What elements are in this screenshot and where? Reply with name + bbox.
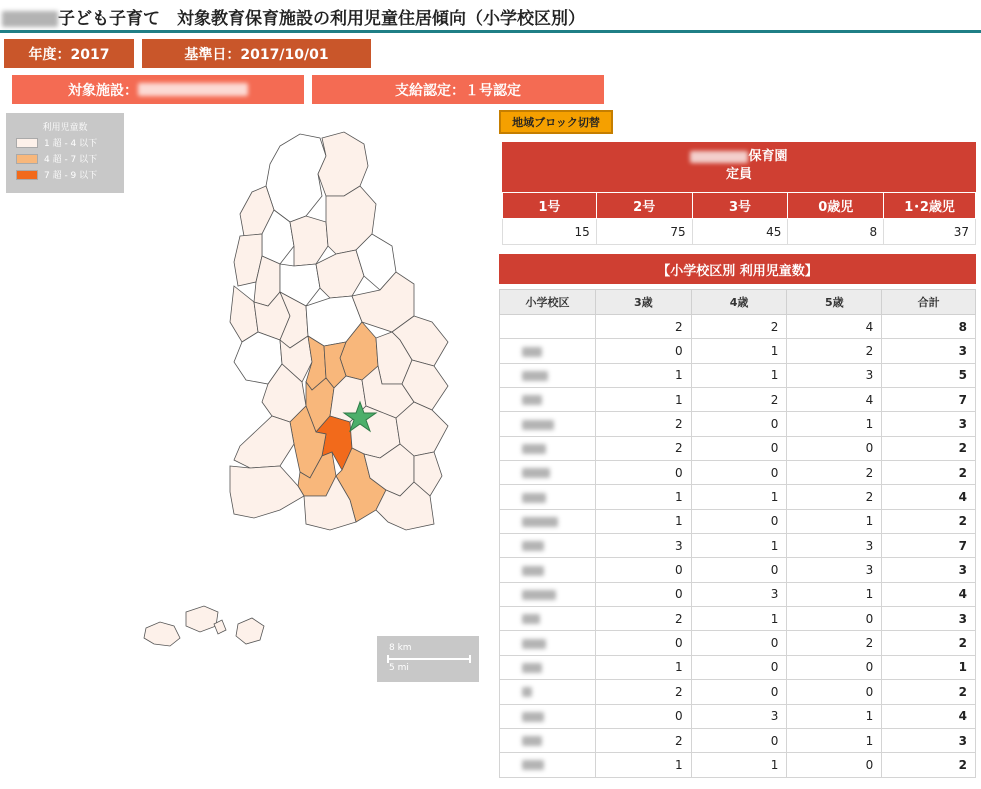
capacity-col-header: 1号 — [503, 193, 597, 219]
age5-cell: 4 — [787, 315, 882, 339]
age4-cell: 2 — [691, 388, 787, 412]
total-cell: 5 — [882, 363, 976, 387]
legend-swatch — [16, 170, 38, 180]
capacity-col-header: 0歳児 — [788, 193, 884, 219]
island-area[interactable] — [236, 618, 264, 644]
page-title-text: 子ども子育て 対象教育保育施設の利用児童住居傾向（小学校区別） — [58, 9, 585, 29]
school-name-cell — [500, 363, 596, 387]
capacity-col-header: 2号 — [596, 193, 692, 219]
table-row[interactable] — [500, 436, 976, 460]
table-row[interactable] — [500, 728, 976, 752]
total-cell: 4 — [882, 704, 976, 728]
total-cell: 2 — [882, 753, 976, 777]
age3-cell: 0 — [595, 339, 691, 363]
age3-cell: 2 — [595, 436, 691, 460]
age4-cell: 2 — [691, 315, 787, 339]
table-row[interactable] — [500, 582, 976, 606]
district-area[interactable] — [290, 216, 328, 266]
table-row[interactable] — [500, 631, 976, 655]
region-block-toggle-label: 地域ブロック切替 — [512, 116, 600, 129]
age3-cell: 1 — [595, 655, 691, 679]
age5-cell: 2 — [787, 485, 882, 509]
district-area[interactable] — [234, 416, 294, 468]
school-table-title — [499, 254, 976, 284]
age3-cell: 1 — [595, 753, 691, 777]
scale-bar — [387, 658, 471, 660]
redacted-facility-name — [138, 83, 248, 96]
total-cell: 1 — [882, 655, 976, 679]
school-name-cell — [500, 412, 596, 436]
age5-cell: 0 — [787, 655, 882, 679]
base-date-label: 基準日：2017/10/01 — [184, 46, 329, 63]
table-row[interactable] — [500, 388, 976, 412]
redacted-school-name — [522, 395, 542, 405]
age4-cell: 3 — [691, 704, 787, 728]
school-header-row — [500, 290, 976, 315]
age5-cell: 3 — [787, 558, 882, 582]
age3-cell: 2 — [595, 607, 691, 631]
capacity-header-row — [503, 193, 976, 219]
total-cell: 7 — [882, 388, 976, 412]
total-cell: 2 — [882, 631, 976, 655]
age5-cell: 1 — [787, 582, 882, 606]
age4-cell: 0 — [691, 436, 787, 460]
district-area[interactable] — [230, 286, 258, 342]
table-row[interactable] — [500, 461, 976, 485]
island-area[interactable] — [144, 622, 180, 646]
redacted-school-name — [522, 444, 546, 454]
school-name-cell — [500, 680, 596, 704]
age4-cell: 0 — [691, 655, 787, 679]
school-name-cell — [500, 655, 596, 679]
redacted-school-name — [522, 493, 546, 503]
base-date-chip[interactable] — [142, 39, 371, 68]
table-row[interactable] — [500, 509, 976, 533]
age4-cell: 1 — [691, 753, 787, 777]
school-name-cell — [500, 534, 596, 558]
age4-cell: 1 — [691, 607, 787, 631]
school-col-header[interactable]: 合計 — [882, 290, 976, 315]
table-row[interactable] — [500, 680, 976, 704]
age3-cell: 3 — [595, 534, 691, 558]
capacity-value: 37 — [884, 219, 976, 245]
redacted-school-name — [522, 541, 544, 551]
capacity-col-header: 1･2歳児 — [884, 193, 976, 219]
capacity-value-row — [503, 219, 976, 245]
total-cell: 7 — [882, 534, 976, 558]
title-rule — [0, 30, 981, 33]
total-cell: 8 — [882, 315, 976, 339]
total-cell: 2 — [882, 509, 976, 533]
district-area[interactable] — [230, 466, 304, 518]
table-row[interactable] — [500, 655, 976, 679]
age3-cell: 0 — [595, 704, 691, 728]
redacted-facility-name — [690, 151, 748, 163]
capacity-col-header: 3号 — [692, 193, 788, 219]
table-row[interactable] — [500, 315, 976, 339]
age4-cell: 0 — [691, 461, 787, 485]
age3-cell: 0 — [595, 558, 691, 582]
redacted-school-name — [522, 663, 542, 673]
redacted-school-name — [522, 468, 550, 478]
age5-cell: 1 — [787, 704, 882, 728]
age3-cell: 2 — [595, 728, 691, 752]
redacted-school-name — [522, 517, 558, 527]
total-cell: 2 — [882, 680, 976, 704]
age5-cell: 1 — [787, 509, 882, 533]
capacity-header — [502, 142, 976, 192]
total-cell: 3 — [882, 558, 976, 582]
capacity-value: 15 — [503, 219, 597, 245]
age4-cell: 1 — [691, 485, 787, 509]
district-area[interactable] — [316, 250, 364, 298]
total-cell: 3 — [882, 728, 976, 752]
total-cell: 2 — [882, 461, 976, 485]
school-col-header[interactable]: 4歳 — [691, 290, 787, 315]
age5-cell: 4 — [787, 388, 882, 412]
certification-label: 支給認定：１号認定 — [395, 82, 521, 99]
total-cell: 3 — [882, 607, 976, 631]
facility-chip[interactable] — [12, 75, 304, 104]
map-scale — [377, 636, 479, 682]
redacted-city-name — [2, 11, 58, 27]
age5-cell: 0 — [787, 436, 882, 460]
redacted-school-name — [522, 639, 546, 649]
age4-cell: 1 — [691, 363, 787, 387]
age5-cell: 0 — [787, 753, 882, 777]
age3-cell: 1 — [595, 485, 691, 509]
facility-suffix: 保育園 — [748, 149, 788, 164]
age4-cell: 0 — [691, 631, 787, 655]
district-area[interactable] — [266, 134, 326, 222]
legend-item — [16, 152, 124, 165]
school-col-header[interactable]: 3歳 — [595, 290, 691, 315]
school-table — [499, 289, 976, 778]
age4-cell: 0 — [691, 509, 787, 533]
school-name-cell — [500, 509, 596, 533]
age3-cell: 2 — [595, 412, 691, 436]
redacted-school-name — [522, 614, 540, 624]
age3-cell: 0 — [595, 582, 691, 606]
redacted-school-name — [522, 712, 544, 722]
age3-cell: 2 — [595, 680, 691, 704]
age5-cell: 0 — [787, 607, 882, 631]
school-name-cell — [500, 558, 596, 582]
school-name-cell — [500, 485, 596, 509]
age5-cell: 1 — [787, 728, 882, 752]
school-table-title-text: 【小学校区別 利用児童数】 — [657, 263, 818, 279]
total-cell: 4 — [882, 582, 976, 606]
total-cell: 4 — [882, 485, 976, 509]
redacted-school-name — [522, 590, 556, 600]
redacted-school-name — [522, 687, 532, 697]
school-name-cell — [500, 631, 596, 655]
age3-cell: 1 — [595, 363, 691, 387]
table-row[interactable] — [500, 558, 976, 582]
age5-cell: 1 — [787, 412, 882, 436]
age4-cell: 0 — [691, 412, 787, 436]
certification-chip[interactable] — [312, 75, 604, 104]
school-name-cell — [500, 388, 596, 412]
total-cell: 3 — [882, 412, 976, 436]
age5-cell: 2 — [787, 631, 882, 655]
school-rows — [500, 315, 976, 778]
region-block-toggle-button[interactable] — [499, 110, 613, 134]
age5-cell: 0 — [787, 680, 882, 704]
year-chip[interactable] — [4, 39, 134, 68]
redacted-school-name — [522, 420, 554, 430]
page-title — [2, 4, 585, 29]
title-bar — [0, 0, 981, 32]
table-row[interactable] — [500, 412, 976, 436]
table-row[interactable] — [500, 534, 976, 558]
school-name-cell — [500, 436, 596, 460]
redacted-school-name — [522, 736, 542, 746]
school-name-cell — [500, 582, 596, 606]
redacted-school-name — [522, 566, 544, 576]
capacity-value: 75 — [596, 219, 692, 245]
redacted-school-name — [522, 347, 542, 357]
table-row[interactable] — [500, 704, 976, 728]
school-name-cell — [500, 728, 596, 752]
redacted-school-name — [522, 371, 548, 381]
age5-cell: 2 — [787, 339, 882, 363]
table-row[interactable] — [500, 363, 976, 387]
facility-chip-label: 対象施設： — [68, 82, 138, 99]
capacity-value: 8 — [788, 219, 884, 245]
age3-cell: 2 — [595, 315, 691, 339]
age5-cell: 3 — [787, 363, 882, 387]
table-row[interactable] — [500, 485, 976, 509]
age5-cell: 2 — [787, 461, 882, 485]
redacted-school-name — [522, 760, 544, 770]
school-col-header[interactable]: 小学校区 — [500, 290, 596, 315]
school-col-header[interactable]: 5歳 — [787, 290, 882, 315]
school-name-cell — [500, 753, 596, 777]
age4-cell: 1 — [691, 339, 787, 363]
age3-cell: 1 — [595, 388, 691, 412]
scale-km-label: 8 km — [389, 643, 412, 653]
school-name-cell — [500, 607, 596, 631]
school-district-map[interactable] — [130, 126, 490, 666]
legend-swatch — [16, 138, 38, 148]
total-cell: 3 — [882, 339, 976, 363]
age3-cell: 0 — [595, 461, 691, 485]
age4-cell: 0 — [691, 558, 787, 582]
age4-cell: 0 — [691, 728, 787, 752]
age3-cell: 1 — [595, 509, 691, 533]
table-row[interactable] — [500, 339, 976, 363]
legend-item-label: 1 超 - 4 以下 — [44, 139, 98, 149]
school-name-cell — [500, 704, 596, 728]
legend-item — [16, 136, 124, 149]
school-name-cell — [500, 461, 596, 485]
table-row[interactable] — [500, 753, 976, 777]
legend-item-label: 4 超 - 7 以下 — [44, 155, 98, 165]
map-legend — [6, 113, 124, 193]
legend-swatch — [16, 154, 38, 164]
legend-item — [16, 168, 124, 181]
facility-name — [502, 148, 976, 166]
legend-item-label: 7 超 - 9 以下 — [44, 171, 98, 181]
total-cell: 2 — [882, 436, 976, 460]
legend-title: 利用児童数 — [42, 123, 88, 133]
school-name-cell — [500, 339, 596, 363]
age4-cell: 1 — [691, 534, 787, 558]
age4-cell: 0 — [691, 680, 787, 704]
age3-cell: 0 — [595, 631, 691, 655]
school-name-cell — [500, 315, 596, 339]
scale-mi-label: 5 mi — [389, 663, 409, 673]
capacity-table — [502, 192, 976, 245]
age4-cell: 3 — [691, 582, 787, 606]
year-chip-label: 年度：2017 — [28, 46, 110, 63]
table-row[interactable] — [500, 607, 976, 631]
age5-cell: 3 — [787, 534, 882, 558]
capacity-value: 45 — [692, 219, 788, 245]
capacity-subtitle: 定員 — [725, 167, 752, 182]
island-area[interactable] — [186, 606, 218, 632]
